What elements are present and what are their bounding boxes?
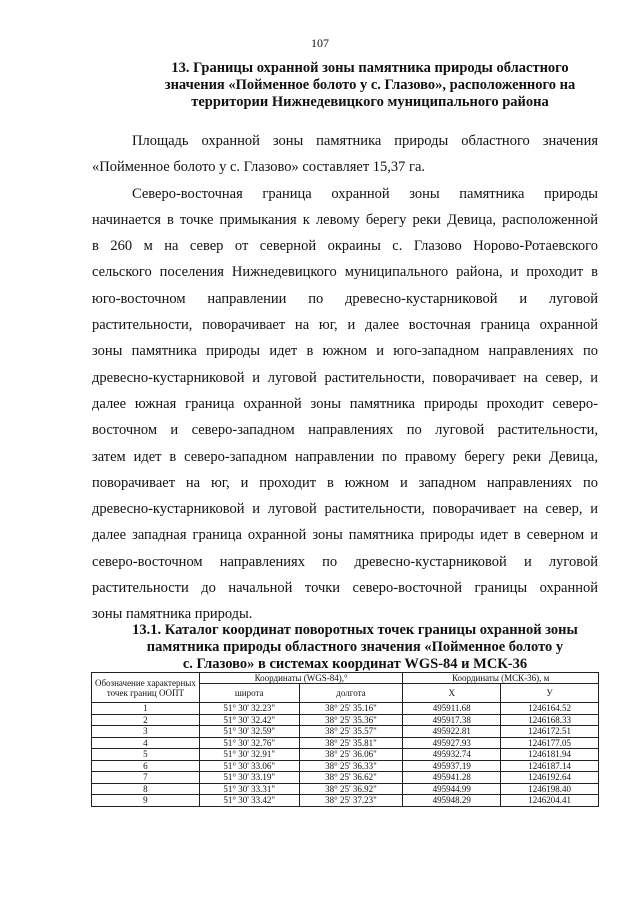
point-number-cell: 6 [92,760,200,772]
y-cell: 1246177.05 [501,737,599,749]
x-cell: 495911.68 [403,703,501,715]
y-cell: 1246198.40 [501,783,599,795]
latitude-cell: 51° 30' 32.23" [199,703,299,715]
longitude-cell: 38° 25' 36.06" [299,749,403,761]
table-row [92,760,599,772]
table-row [92,737,599,749]
header-y: У [501,684,599,703]
x-cell: 495941.28 [403,772,501,784]
longitude-cell: 38° 25' 36.92" [299,783,403,795]
text-line: северо-восточном направлениях по древесно-кустарниковой и луговой [92,553,598,570]
point-number-cell: 8 [92,783,200,795]
text-line: растительности до начальной точки северо-восточной границы охранной [92,580,598,597]
text-line: древесно-кустарниковой и луговой растительности, поворачивает на север, и [92,369,598,386]
longitude-cell: 38° 25' 36.33" [299,760,403,772]
area-paragraph [92,128,598,181]
y-cell: 1246172.51 [501,726,599,738]
header-longitude: долгота [299,684,403,703]
coordinates-table [91,672,599,807]
latitude-cell: 51° 30' 33.06" [199,760,299,772]
latitude-cell: 51° 30' 32.59" [199,726,299,738]
text-line: юго-восточном направлении по древесно-кустарниковой и луговой [92,290,598,307]
longitude-cell: 38° 25' 36.62" [299,772,403,784]
x-cell: 495922.81 [403,726,501,738]
text-line: зоны памятника природы. [92,606,253,623]
header-latitude: широта [199,684,299,703]
x-cell: 495944.99 [403,783,501,795]
section-title-line: 13. Границы охранной зоны памятника природы областного [171,60,569,76]
point-number-cell: 7 [92,772,200,784]
text-line: сельского поселения Нижнедевицкого муниципального района, и проходит в [92,264,598,281]
text-line: растительности, поворачивает на юг, и далее восточная граница охранной [92,317,598,334]
x-cell: 495937.19 [403,760,501,772]
point-number-cell: 2 [92,714,200,726]
table-row [92,783,599,795]
table-row [92,703,599,715]
latitude-cell: 51° 30' 32.91" [199,749,299,761]
table-row [92,749,599,761]
section-title [150,60,590,111]
section-title-line: значения «Пойменное болото у с. Глазово», расположенного на [164,77,576,93]
subsection-title-line: памятника природы областного значения «Пойменное болото у [146,639,564,655]
point-number-cell: 1 [92,703,200,715]
table-row [92,726,599,738]
latitude-cell: 51° 30' 32.76" [199,737,299,749]
text-line: затем идет в северо-западном направлении по правому берегу реки Девица, [92,448,598,465]
table-row [92,772,599,784]
text-line: начинается в точке примыкания к левому берегу реки Девица, расположенной [92,211,598,228]
header-wgs84: Координаты (WGS-84),° [199,673,403,684]
y-cell: 1246192.64 [501,772,599,784]
x-cell: 495932.74 [403,749,501,761]
latitude-cell: 51° 30' 33.19" [199,772,299,784]
subsection-title-line: с. Глазово» в системах координат WGS-84 и МСК-36 [182,656,528,672]
longitude-cell: 38° 25' 35.36" [299,714,403,726]
y-cell: 1246181.94 [501,749,599,761]
table-row [92,714,599,726]
table-row [92,795,599,807]
x-cell: 495948.29 [403,795,501,807]
y-cell: 1246168.33 [501,714,599,726]
point-number-cell: 5 [92,749,200,761]
point-number-cell: 3 [92,726,200,738]
x-cell: 495927.93 [403,737,501,749]
page-number: 107 [311,36,329,50]
text-line: древесно-кустарниковой и луговой растительности, поворачивает на север, и [92,501,598,518]
boundary-description-paragraph [92,181,598,628]
y-cell: 1246187.14 [501,760,599,772]
text-line: Северо-восточная граница охранной зоны памятника природы [132,185,598,202]
longitude-cell: 38° 25' 35.81" [299,737,403,749]
x-cell: 495917.38 [403,714,501,726]
text-line: в 260 м на север от северной окраины с. Глазово Норово-Ротаевского [92,238,598,255]
point-number-cell: 4 [92,737,200,749]
latitude-cell: 51° 30' 33.31" [199,783,299,795]
y-cell: 1246164.52 [501,703,599,715]
y-cell: 1246204.41 [501,795,599,807]
latitude-cell: 51° 30' 33.42" [199,795,299,807]
point-number-cell: 9 [92,795,200,807]
longitude-cell: 38° 25' 35.57" [299,726,403,738]
longitude-cell: 38° 25' 35.16" [299,703,403,715]
text-line: «Пойменное болото у с. Глазово» составляет 15,37 га. [92,159,426,176]
body-text [92,128,598,628]
text-line: далее южная граница охранной зоны памятника природы проходит северо- [92,395,598,412]
header-msk36: Координаты (МСК-36), м [403,673,599,684]
subsection-title-line: 13.1. Каталог координат поворотных точек границы охранной зоны [132,622,578,638]
header-x: X [403,684,501,703]
text-line: далее западная граница охранной зоны памятника природы идет в северном и [92,527,598,544]
subsection-title [112,622,598,673]
text-line: восточном и северо-западном направлениях по луговой растительности, [92,422,598,439]
latitude-cell: 51° 30' 32.42" [199,714,299,726]
longitude-cell: 38° 25' 37.23" [299,795,403,807]
table-body [92,703,599,807]
text-line: Площадь охранной зоны памятника природы областного значения [132,133,598,149]
header-point: Обозначение характерных точек границ ООПТ [92,673,200,703]
section-title-line: территории Нижнедевицкого муниципального района [191,94,549,110]
text-line: поворачивает на юг, и проходит в южном и западном направлениях по [92,474,598,491]
text-line: зоны памятника природы идет в южном и юго-западном направлениях по [92,343,598,360]
